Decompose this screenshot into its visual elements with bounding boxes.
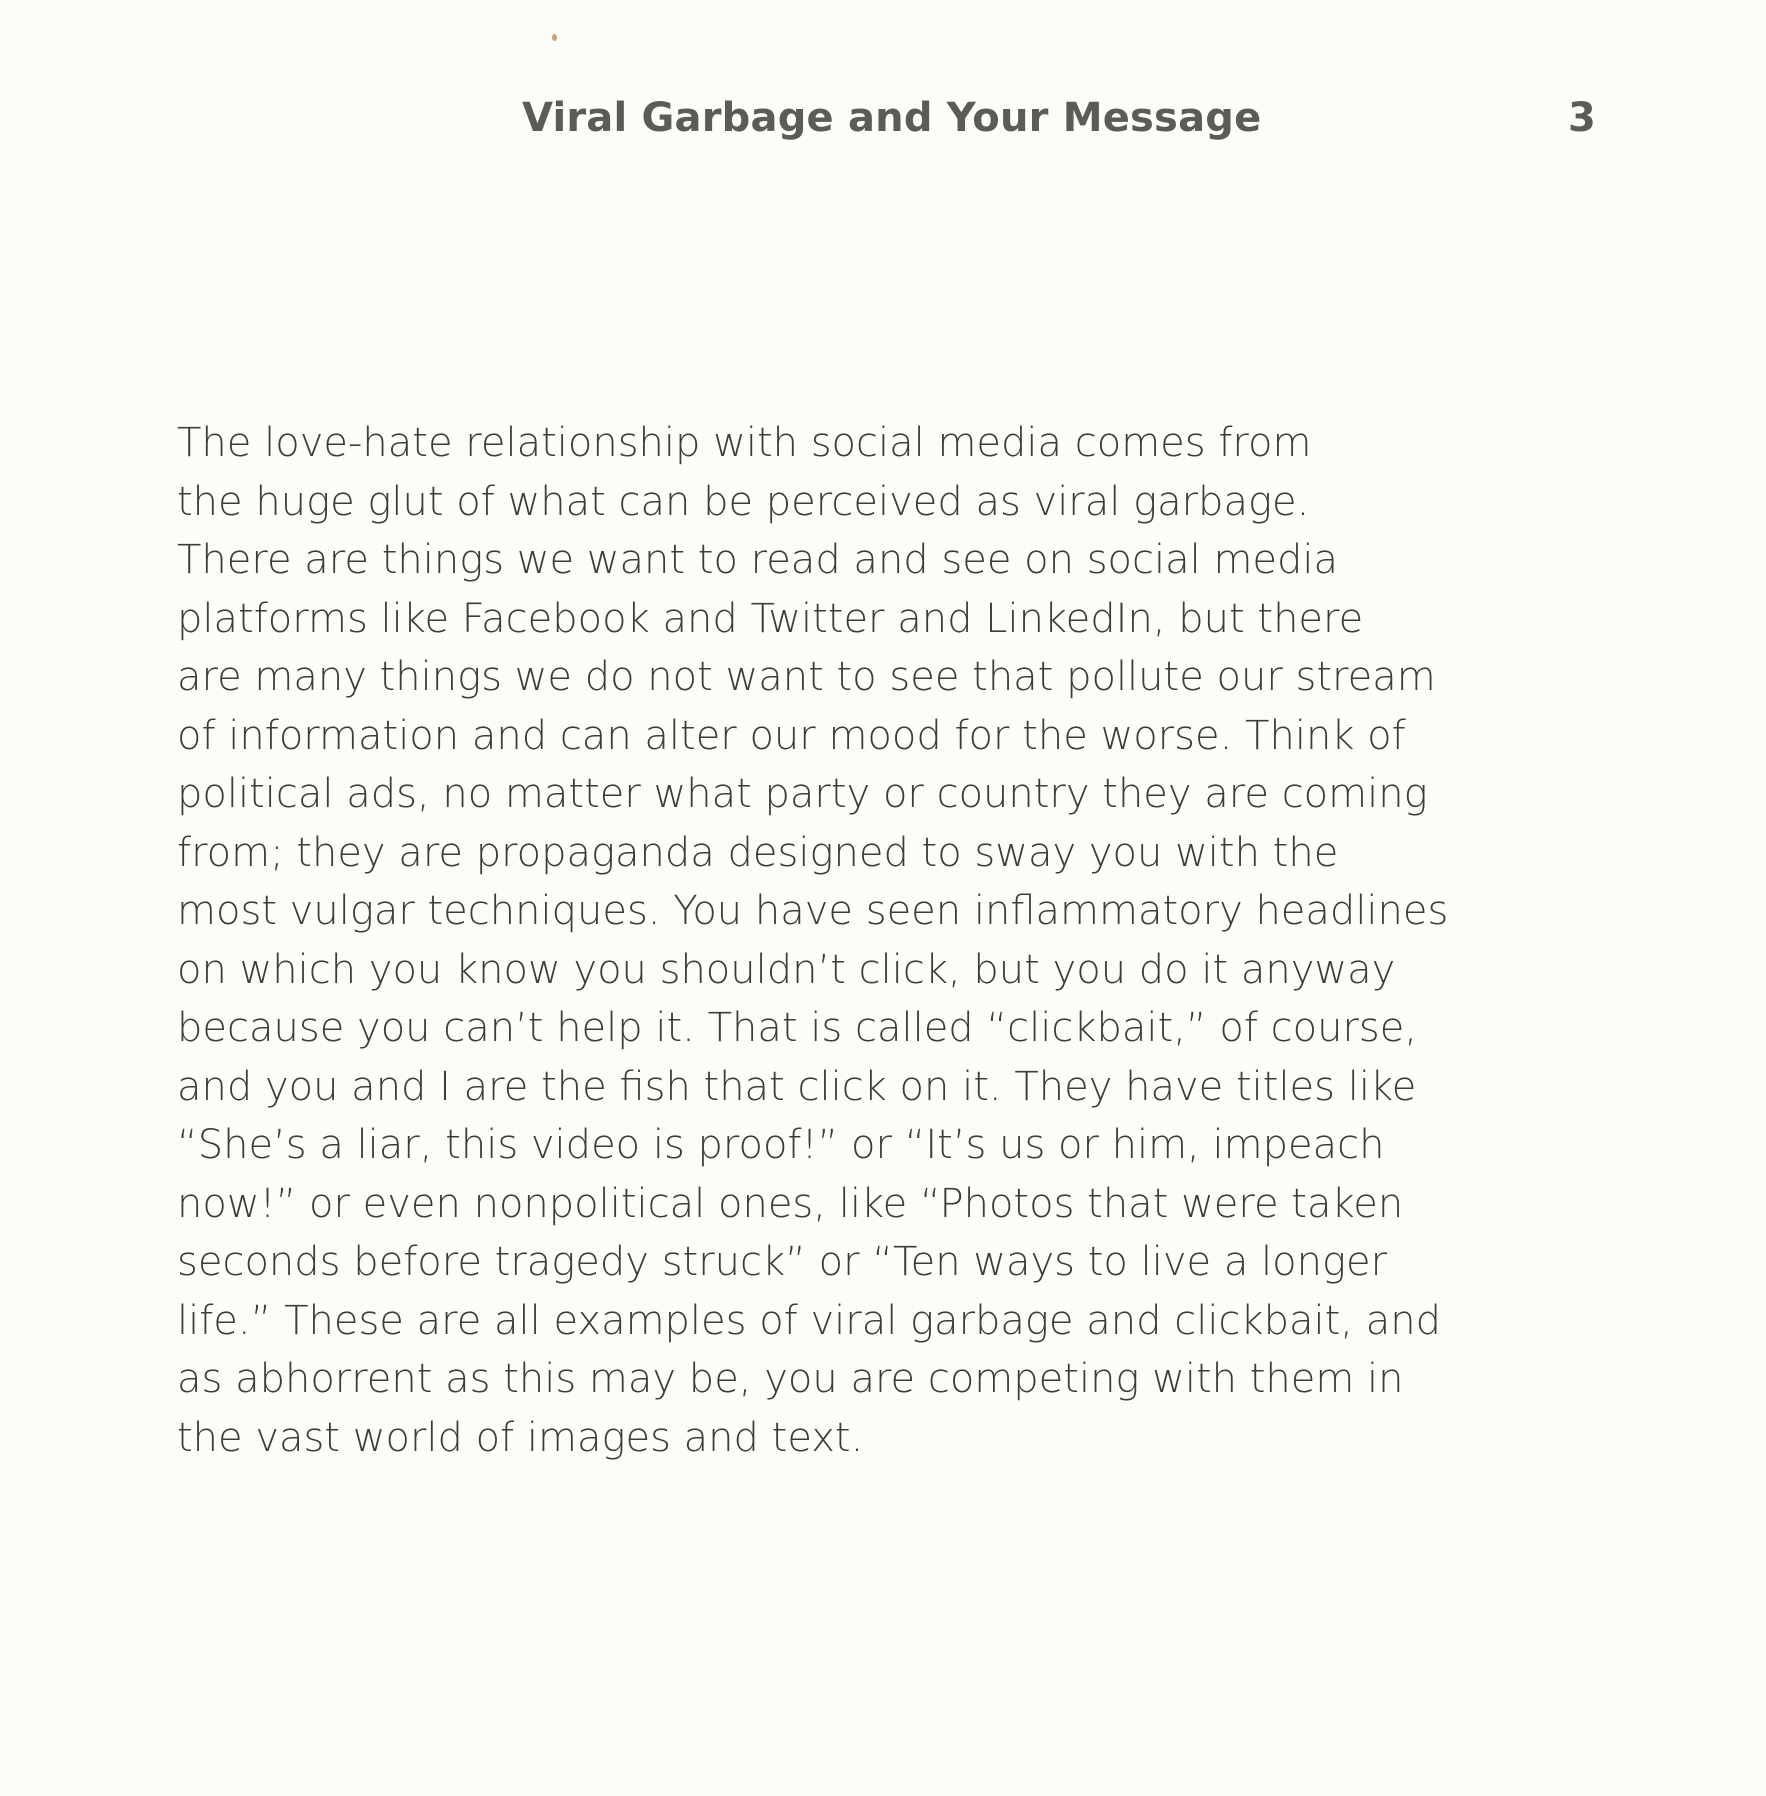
text-line: as abhorrent as this may be, you are competing with them in — [177, 1356, 1404, 1402]
text-line: seconds before tragedy struck” or “Ten ways to live a longer — [177, 1239, 1388, 1285]
text-line: The love-hate relationship with social media comes from — [177, 420, 1312, 466]
text-line: life.” These are all examples of viral garbage and clickbait, and — [177, 1297, 1441, 1344]
text-line: are many things we do not want to see that pollute our stream — [177, 654, 1436, 700]
text-line: because you can’t help it. That is called “clickbait,” of course, — [177, 1005, 1418, 1051]
text-line: There are things we want to read and see on social media — [177, 537, 1339, 583]
running-header — [0, 92, 1766, 152]
text-line: platforms like Facebook and Twitter and LinkedIn, but there — [177, 595, 1364, 642]
text-line: and you and I are the fish that click on it. They have titles like — [177, 1063, 1417, 1110]
body-paragraph — [177, 414, 1617, 1467]
text-line: from; they are propaganda designed to sway you with the — [177, 829, 1339, 876]
text-line: most vulgar techniques. You have seen inflammatory headlines — [177, 888, 1449, 934]
running-title: Viral Garbage and Your Message — [522, 95, 1262, 141]
paper-speck — [552, 34, 557, 41]
text-line: “She’s a liar, this video is proof!” or “It’s us or him, impeach — [177, 1122, 1385, 1168]
text-line: political ads, no matter what party or country they are coming — [177, 771, 1428, 817]
text-line: of information and can alter our mood for the worse. Think of — [177, 712, 1406, 759]
text-line: on which you know you shouldn’t click, but you do it anyway — [177, 946, 1396, 993]
text-line: now!” or even nonpolitical ones, like “Photos that were taken — [177, 1180, 1404, 1227]
text-line: the huge glut of what can be perceived as viral garbage. — [177, 478, 1310, 525]
page-number: 3 — [1568, 95, 1596, 141]
text-line: the vast world of images and text. — [177, 1414, 864, 1461]
